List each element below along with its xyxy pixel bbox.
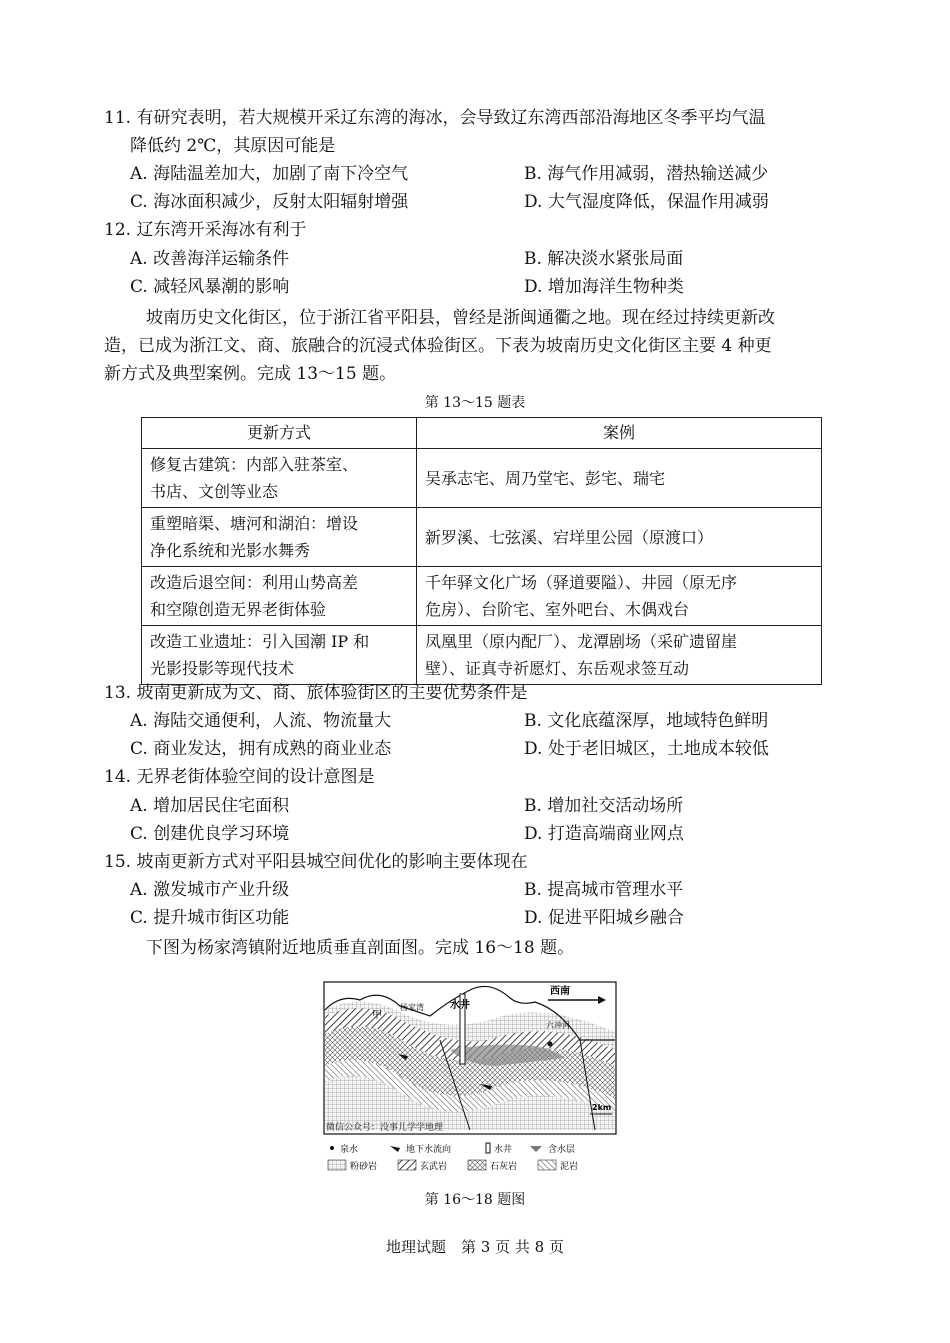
legend-flow-icon: [390, 1146, 400, 1152]
q14-option-a: A. 增加居民住宅面积: [130, 796, 290, 816]
cell-line: 重塑暗渠、塘河和湖泊：增设: [150, 514, 359, 533]
cell-line: 危房）、台阶宅、室外吧台、木偶戏台: [425, 600, 690, 619]
legend-label: 粉砂岩: [350, 1162, 378, 1172]
direction-label: 西南: [550, 986, 570, 997]
table-cell-cases: [417, 508, 822, 567]
legend-label: 玄武岩: [420, 1162, 448, 1172]
legend-aquifer-icon: [530, 1146, 542, 1152]
q15-option-b: B. 提高城市管理水平: [524, 880, 684, 900]
table-header-cases: 案例: [417, 418, 822, 449]
passage1-line3: 新方式及典型案例。完成 13～15 题。: [104, 364, 397, 384]
table-cell-mode: [142, 508, 417, 567]
q11-option-b: B. 海气作用减弱，潜热输送减少: [524, 164, 769, 184]
q12-option-d: D. 增加海洋生物种类: [524, 277, 684, 297]
q11-stem-line1: 11. 有研究表明，若大规模开采辽东湾的海冰，会导致辽东湾西部沿海地区冬季平均气温: [104, 108, 766, 128]
figure-caption: 第 16～18 题图: [424, 1192, 526, 1208]
geologic-section-figure: [320, 980, 620, 1180]
table-cell-cases: [417, 449, 822, 508]
table-cell-mode: [142, 567, 417, 626]
legend-label: 水井: [494, 1145, 513, 1155]
cell-line: 和空隙创造无界老街体验: [150, 600, 327, 619]
legend-basalt-swatch: [398, 1160, 416, 1170]
legend-mudstone-swatch: [538, 1160, 556, 1170]
q11-option-d: D. 大气湿度降低，保温作用减弱: [524, 192, 769, 212]
q12-option-c: C. 减轻风暴潮的影响: [130, 277, 290, 297]
q13-option-a: A. 海陆交通便利，人流、物流量大: [130, 711, 392, 731]
table-cell-mode: [142, 449, 417, 508]
q14-stem: 14. 无界老街体验空间的设计意图是: [104, 767, 375, 787]
table-row: [142, 567, 822, 626]
cell-line: 书店、文创等业态: [150, 482, 279, 501]
q13-option-b: B. 文化底蕴深厚，地域特色鲜明: [524, 711, 769, 731]
river-label: 六冲河: [546, 1021, 570, 1030]
table-caption: 第 13～15 题表: [424, 395, 526, 411]
town-label: 杨家湾: [400, 1003, 424, 1012]
cell-line: 新罗溪、七弦溪、宕垟里公园（原渡口）: [425, 527, 714, 547]
legend-spring-icon: [330, 1146, 334, 1150]
passage1-line2: 造，已成为浙江文、商、旅融合的沉浸式体验街区。下表为坡南历史文化街区主要 4 种更: [104, 336, 772, 356]
legend-siltstone-swatch: [328, 1160, 346, 1170]
scale-label: 2km: [592, 1103, 612, 1112]
q14-option-c: C. 创建优良学习环境: [130, 824, 290, 844]
table-header-row: [142, 418, 822, 449]
q11-option-c: C. 海冰面积减少，反射太阳辐射增强: [130, 192, 409, 212]
cell-line: 凤凰里（原内配厂）、龙潭剧场（采矿遗留崖: [425, 632, 738, 651]
renewal-table: [141, 417, 822, 685]
q13-stem: 13. 坡南更新成为文、商、旅体验街区的主要优势条件是: [104, 683, 528, 703]
legend-well-icon: [486, 1143, 490, 1153]
legend-label: 地下水流向: [406, 1145, 452, 1155]
q15-option-a: A. 激发城市产业升级: [130, 880, 290, 900]
legend-label: 石灰岩: [490, 1162, 518, 1172]
q15-option-c: C. 提升城市街区功能: [130, 908, 290, 928]
cell-line: 净化系统和光影水舞秀: [150, 541, 311, 560]
table-row: [142, 626, 822, 685]
passage2: 下图为杨家湾镇附近地质垂直剖面图。完成 16～18 题。: [146, 938, 575, 958]
table-header-mode: 更新方式: [142, 418, 417, 449]
q11-option-a: A. 海陆温差加大，加剧了南下冷空气: [130, 164, 409, 184]
q11-stem-line2: 降低约 2℃，其原因可能是: [130, 136, 336, 156]
spring-icon: [548, 1042, 553, 1047]
q14-option-b: B. 增加社交活动场所: [524, 796, 684, 816]
table-row: [142, 449, 822, 508]
q15-option-d: D. 促进平阳城乡融合: [524, 908, 684, 928]
legend-label: 泉水: [340, 1145, 359, 1155]
q15-stem: 15. 坡南更新方式对平阳县城空间优化的影响主要体现在: [104, 852, 528, 872]
legend-label: 含水层: [548, 1145, 576, 1155]
cell-line: 千年驿文化广场（驿道要隘）、井园（原无序: [425, 573, 738, 592]
cell-line: 光影投影等现代技术: [150, 659, 295, 678]
table-cell-cases: [417, 626, 822, 685]
legend-limestone-swatch: [468, 1160, 486, 1170]
table-row: [142, 508, 822, 567]
table-cell-mode: [142, 626, 417, 685]
q13-option-d: D. 处于老旧城区，土地成本较低: [524, 739, 769, 759]
q12-option-b: B. 解决淡水紧张局面: [524, 249, 684, 269]
cell-line: 吴承志宅、周乃堂宅、彭宅、瑞宅: [425, 468, 666, 488]
well-label: 水井: [450, 1000, 470, 1011]
cell-line: 修复古建筑：内部入驻茶室、: [150, 455, 359, 474]
cell-line: 改造工业遗址：引入国潮 IP 和: [150, 632, 370, 651]
cell-line: 改造后退空间：利用山势高差: [150, 573, 359, 592]
q12-stem: 12. 辽东湾开采海冰有利于: [104, 220, 307, 240]
q14-option-d: D. 打造高端商业网点: [524, 824, 684, 844]
watermark-text: 微信公众号：没事儿学学地理: [326, 1123, 444, 1133]
q13-option-c: C. 商业发达，拥有成熟的商业业态: [130, 739, 392, 759]
cell-line: 壁）、证真寺祈愿灯、东岳观求签互动: [425, 659, 690, 678]
legend: [328, 1143, 578, 1172]
jia-label: 甲: [372, 1010, 382, 1021]
page-footer: 地理试题 第 3 页 共 8 页: [386, 1238, 564, 1256]
passage1-line1: 坡南历史文化街区，位于浙江省平阳县，曾经是浙闽通衢之地。现在经过持续更新改: [146, 308, 775, 328]
q12-option-a: A. 改善海洋运输条件: [130, 249, 290, 269]
table-cell-cases: [417, 567, 822, 626]
legend-label: 泥岩: [560, 1162, 579, 1172]
